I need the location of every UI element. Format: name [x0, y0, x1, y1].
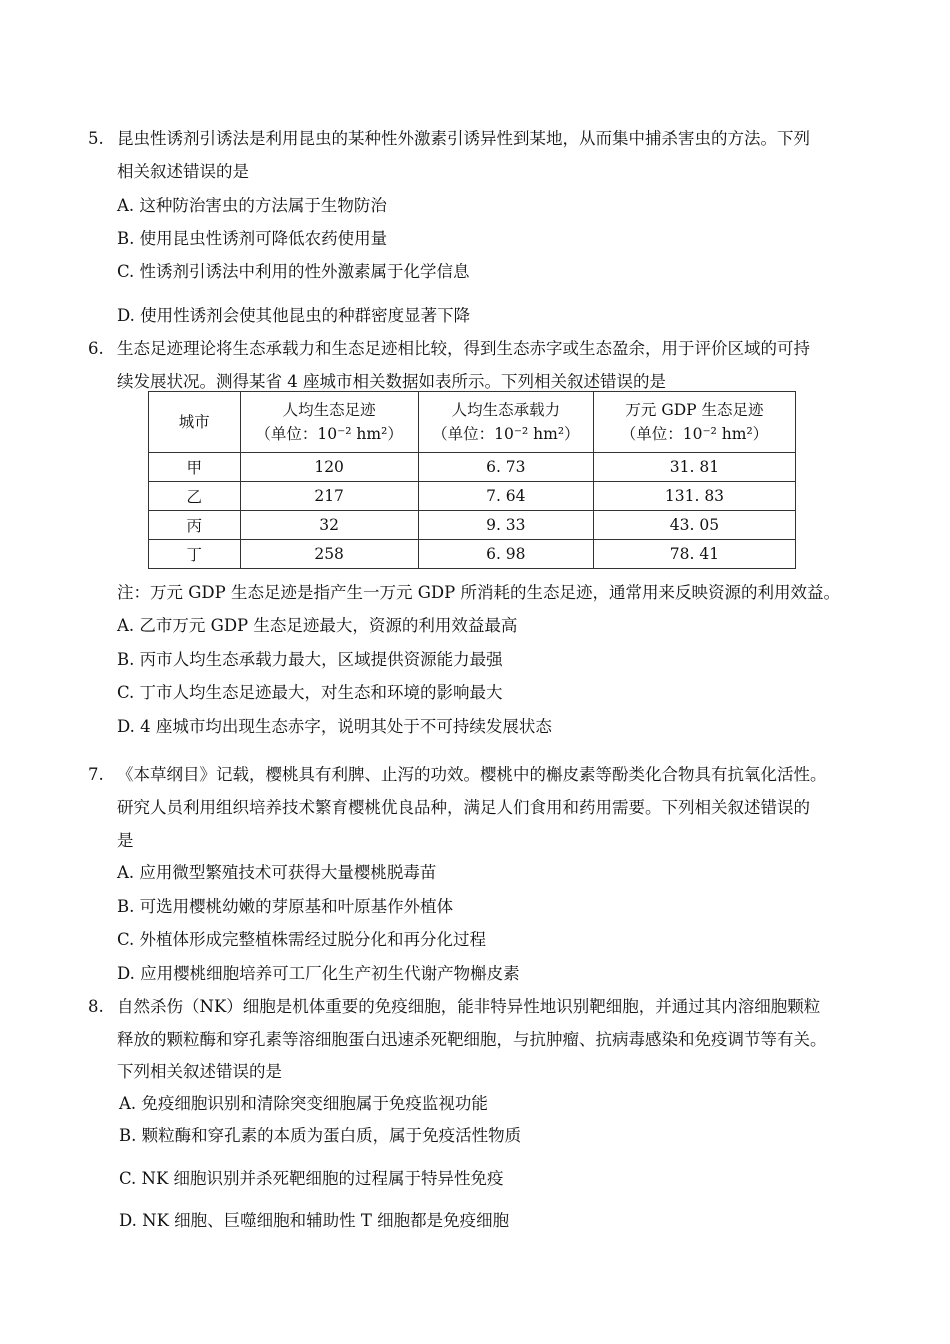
ecological-footprint-table [148, 391, 796, 569]
table-cell: 32 [240, 511, 418, 540]
table-cell: 43. 05 [593, 511, 795, 540]
table-cell: 7. 64 [418, 482, 593, 511]
table-header-row [149, 392, 796, 453]
table-row [149, 482, 796, 511]
q6-option-c: C. 丁市人均生态足迹最大，对生态和环境的影响最大 [117, 683, 503, 702]
q8-stem-line1: 自然杀伤（NK）细胞是机体重要的免疫细胞，能非特异性地识别靶细胞，并通过其内溶细胞颗粒 [117, 997, 821, 1016]
q7-option-a: A. 应用微型繁殖技术可获得大量樱桃脱毒苗 [117, 863, 437, 882]
q7-option-d: D. 应用樱桃细胞培养可工厂化生产初生代谢产物槲皮素 [117, 964, 520, 983]
table-cell: 120 [240, 453, 418, 482]
table-cell: 丙 [149, 511, 241, 540]
q5-stem-line2: 相关叙述错误的是 [117, 162, 249, 181]
header-city: 城市 [149, 392, 241, 453]
q6-option-a: A. 乙市万元 GDP 生态足迹最大，资源的利用效益最高 [117, 616, 518, 635]
q8-option-a: A. 免疫细胞识别和清除突变细胞属于免疫监视功能 [119, 1094, 488, 1113]
table-cell: 6. 73 [418, 453, 593, 482]
table-cell: 丁 [149, 540, 241, 569]
q7-option-b: B. 可选用樱桃幼嫩的芽原基和叶原基作外植体 [117, 897, 454, 916]
header-per-capita-capacity: 人均生态承载力 （单位：10⁻² hm²） [418, 392, 593, 453]
q5-stem-line1: 昆虫性诱剂引诱法是利用昆虫的某种性外激素引诱异性到某地，从而集中捕杀害虫的方法。下列 [117, 129, 810, 148]
q6-table-note: 注：万元 GDP 生态足迹是指产生一万元 GDP 所消耗的生态足迹，通常用来反映资源的利用效益。 [117, 583, 841, 602]
q8-stem-line2: 释放的颗粒酶和穿孔素等溶细胞蛋白迅速杀死靶细胞，与抗肿瘤、抗病毒感染和免疫调节等有关。 [117, 1030, 827, 1049]
q6-stem-line1: 生态足迹理论将生态承载力和生态足迹相比较，得到生态赤字或生态盈余，用于评价区域的可持 [117, 339, 810, 358]
table-cell: 258 [240, 540, 418, 569]
table-cell: 9. 33 [418, 511, 593, 540]
q6-stem-line2: 续发展状况。测得某省 4 座城市相关数据如表所示。下列相关叙述错误的是 [117, 372, 666, 391]
q6-number: 6. [88, 339, 104, 358]
q8-option-c: C. NK 细胞识别并杀死靶细胞的过程属于特异性免疫 [119, 1169, 504, 1188]
q6-option-d: D. 4 座城市均出现生态赤字，说明其处于不可持续发展状态 [117, 717, 552, 736]
q5-option-c: C. 性诱剂引诱法中利用的性外激素属于化学信息 [117, 262, 470, 281]
q6-option-b: B. 丙市人均生态承载力最大，区域提供资源能力最强 [117, 650, 503, 669]
q8-number: 8. [88, 997, 104, 1016]
header-per-capita-footprint: 人均生态足迹 （单位：10⁻² hm²） [240, 392, 418, 453]
q7-stem-line1: 《本草纲目》记载，樱桃具有利脾、止泻的功效。樱桃中的槲皮素等酚类化合物具有抗氧化活性。 [117, 765, 827, 784]
table-cell: 217 [240, 482, 418, 511]
q7-number: 7. [88, 765, 104, 784]
q8-stem-line3: 下列相关叙述错误的是 [117, 1062, 282, 1081]
q7-stem-line2: 研究人员利用组织培养技术繁育樱桃优良品种，满足人们食用和药用需要。下列相关叙述错误的 [117, 798, 810, 817]
table-row [149, 540, 796, 569]
q5-option-d: D. 使用性诱剂会使其他昆虫的种群密度显著下降 [117, 306, 471, 325]
q5-number: 5. [88, 129, 104, 148]
table-cell: 78. 41 [593, 540, 795, 569]
table-cell: 甲 [149, 453, 241, 482]
q5-option-a: A. 这种防治害虫的方法属于生物防治 [117, 196, 387, 215]
table-cell: 131. 83 [593, 482, 795, 511]
q8-option-b: B. 颗粒酶和穿孔素的本质为蛋白质，属于免疫活性物质 [119, 1126, 522, 1145]
table-cell: 31. 81 [593, 453, 795, 482]
q7-stem-line3: 是 [117, 831, 134, 850]
table-row [149, 511, 796, 540]
q8-option-d: D. NK 细胞、巨噬细胞和辅助性 T 细胞都是免疫细胞 [119, 1211, 510, 1230]
table-cell: 6. 98 [418, 540, 593, 569]
q7-option-c: C. 外植体形成完整植株需经过脱分化和再分化过程 [117, 930, 487, 949]
table-row [149, 453, 796, 482]
q5-option-b: B. 使用昆虫性诱剂可降低农药使用量 [117, 229, 388, 248]
table-cell: 乙 [149, 482, 241, 511]
header-gdp-footprint: 万元 GDP 生态足迹 （单位：10⁻² hm²） [593, 392, 795, 453]
